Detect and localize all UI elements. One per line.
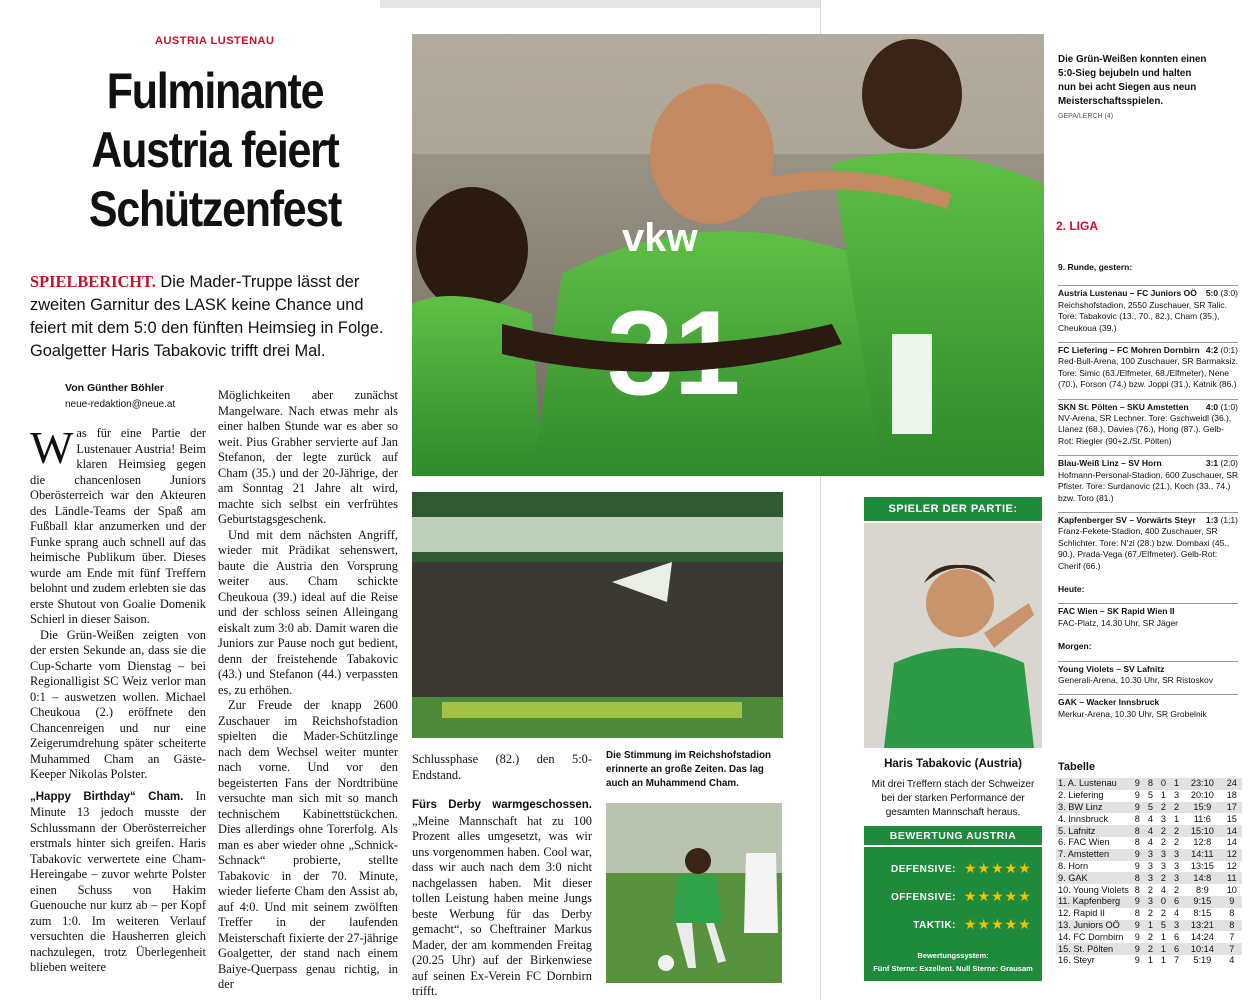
stat-cell: 1 (1147, 919, 1153, 930)
page-fold-shadow (380, 0, 820, 8)
stat-cell: 3 (1160, 849, 1167, 860)
stat-cell: 7 (1173, 955, 1180, 966)
table-title: Tabelle (1058, 761, 1096, 773)
headline-line-2: Austria feiert (91, 122, 339, 178)
stat-cell: 10:14 (1190, 943, 1214, 954)
lead-paragraph (30, 270, 402, 363)
stat-cell: 9 (1134, 931, 1140, 942)
result-1: Austria Lustenau – FC Juniors OÖ 5:0 (3:0) Reichshofstadion, 2550 Zuschauer, SR Talic. Tore: Tabakovic (13., 70., 82.), Cham (35.), Cheukoua (39.) (1058, 285, 1238, 334)
stat-cell: 4 (1147, 813, 1153, 824)
stadium-photo-caption: Die Stimmung im Reichshofstadion erinnerte an große Zeiten. Das lag auch an Muhammend Cham. (606, 750, 771, 789)
stat-cell: 15 (1226, 813, 1237, 824)
rating-stars: ★★★★★ (964, 918, 1032, 933)
team-cell: 4. Innsbruck (1058, 813, 1109, 824)
stat-cell: 5:19 (1193, 955, 1212, 966)
stat-cell: 1 (1160, 955, 1167, 966)
stat-cell: 8 (1134, 837, 1140, 848)
main-photo-celebration (412, 34, 1044, 476)
table-row (1056, 920, 1242, 932)
stat-cell: 14:11 (1191, 849, 1214, 860)
table-row (1056, 802, 1242, 814)
body-column-3 (412, 752, 592, 1000)
stat-cell: 3 (1147, 896, 1153, 907)
col3-paragraph-2: Fürs Derby warmgeschossen. „Meine Mannschaft hat zu 100 Prozent alles umgesetzt, was wir uns vorgenommen haben. Cool war, dass wir auch nach dem 3:0 nicht nachgelassen haben. Mit dieser tollen Leistung haben meine Jungs beste Werbung für das Derby gemacht“, so Cheftrainer Markus Mader, der am kommenden Freitag (20.25 Uhr) auf der Birkenwiese auf seinen Ex-Verein FC Dornbirn trifft. (412, 799, 592, 998)
table-row (1056, 790, 1242, 802)
main-photo-caption: Die Grün-Weißen konnten einen 5:0-Sieg bejubeln und halten nun bei acht Siegen aus neun Meisterschaftsspielen. GEPA/LERCH (4) (1058, 54, 1207, 120)
stat-cell: 2 (1147, 943, 1153, 954)
stat-cell: 3 (1173, 790, 1180, 801)
table-row (1056, 825, 1242, 837)
stat-cell: 9 (1134, 943, 1140, 954)
stat-cell: 1 (1147, 955, 1153, 966)
rating-banner: BEWERTUNG AUSTRIA (864, 826, 1042, 846)
team-cell: 12. Rapid II (1058, 908, 1105, 919)
team-cell: 8. Horn (1058, 860, 1089, 871)
stat-cell: 8 (1134, 813, 1140, 824)
stat-cell: 4 (1160, 884, 1167, 895)
today-1: FAC Wien – SK Rapid Wien II FAC-Platz, 14.30 Uhr, SR Jäger (1058, 603, 1238, 629)
col1-paragraph-2: Die Grün-Weißen zeigten von der ersten Sekunde an, dass sie die Cup-Scharte vom Dienstag – bei Regionalligist SC Weiz verlor man 0:1 – auswetzen wollen. Michael Cheukoua (2.) eröffnete den Chancenreigen und nur eine Zeigerumdrehung später scheiterte Muhammed Cham an Gäste-Keeper Nikolas Polster. (30, 627, 206, 781)
photo-credit: GEPA/LERCH (4) (1058, 113, 1114, 120)
stadium-photo (412, 492, 783, 738)
shirt-sponsor: vkw (622, 216, 698, 260)
stat-cell: 10 (1226, 884, 1237, 895)
table-row (1056, 943, 1242, 955)
table-row (1056, 872, 1242, 884)
stat-cell: 13:15 (1190, 860, 1214, 871)
player-name: Haris Tabakovic (Austria) (884, 758, 1022, 770)
stat-cell: 18 (1226, 790, 1237, 801)
stat-cell: 11:6 (1193, 813, 1211, 824)
table-row (1056, 955, 1242, 967)
stat-cell: 6 (1173, 896, 1180, 907)
col2-paragraph-1: Möglichkeiten aber zunächst Mangelware. Nach etwas mehr als einer halben Stunde war es aber so weit. Pius Grabher servierte auf Jan Stefanon, der legte zurück auf Cham (35.) und der 20-Jährige, der am Sonntag 21 Jahre alt wird, machte sich selbst ein verfrühtes Geburtstagsgeschenk. (218, 388, 398, 526)
stat-cell: 9 (1134, 778, 1140, 789)
stat-cell: 13:21 (1190, 919, 1214, 930)
table-row (1056, 861, 1242, 873)
stadium-photo-illustration (412, 492, 783, 738)
stat-cell: 1 (1160, 931, 1167, 942)
standings (1056, 778, 1242, 967)
lead-text: Die Mader-Truppe lässt der zweiten Garnitur des LASK keine Chance und feiert mit dem 5:0 den fünften Heimsieg in Folge. Goalgetter Haris Tabakovic trifft drei Mal. (30, 273, 384, 360)
stat-cell: 23:10 (1190, 778, 1214, 789)
author-email[interactable]: neue-redaktion@neue.at (65, 399, 176, 410)
table-row (1056, 896, 1242, 908)
stat-cell: 9 (1134, 896, 1140, 907)
col1-paragraph-3: „Happy Birthday“ Cham. In Minute 13 jedoch musste der Schlussmann der Oberösterreicher erstmals hinter sich greifen. Haris Tabakovic verwertete eine Cham-Hereingabe – zuvor wehrte Polster einen Schuss von Hakim Guenouche nur kurz ab – per Kopf zum 1:0. Im weiteren Verlauf versuchten die Hausherren gleich nachzulegen, trotz Überlegenheit blieben weitere (30, 788, 206, 974)
stat-cell: 9 (1134, 849, 1140, 860)
headline-line-3: Schützenfest (88, 181, 342, 237)
stat-cell: 6 (1173, 931, 1180, 942)
drop-cap: W (30, 422, 74, 473)
stat-cell: 8 (1134, 884, 1140, 895)
col2-paragraph-3: Zur Freude der knapp 2600 Zuschauer im Reichshofstadion spielten die Mader-Schützlinge nach dem Wechsel weiter munter nach vorne. Und vor den begeisterten Fans der Nordtribüne versuchte man sich mit so manch technischem Kabinettstückchen. Dies allerdings ohne Torerfolg. Als man es aber wieder ohne „Schnick-Schnack“ probierte, stellte Tabakovic in der 70. Minute, wieder lieferte Cham den Assist ab, auf 4:0. Und mit seinem zwölften Treffer in der laufenden Meisterschaft fixierte der 27-jährige Goalgetter, der stand nach einem Baiye-Querpass genau richtig, in der (218, 698, 398, 991)
runin-derby: Fürs Derby warmgeschossen. (412, 799, 592, 811)
table-row (1056, 908, 1242, 920)
result-5: Kapfenberger SV – Vorwärts Steyr 1:3 (1:1) Franz-Fekete-Stadion, 400 Zuschauer, SR Schlichter. Tore: N'zi (28.) bzw. Dombaxi (45., 90.), Prada-Vega (67./Elfmeter). Gelb-Rot: Cherif (66.) (1058, 512, 1238, 572)
stat-cell: 9 (1134, 801, 1140, 812)
kicker: AUSTRIA LUSTENAU (155, 35, 275, 47)
headline-line-1: Fulminante (106, 63, 324, 119)
stat-cell: 8 (1147, 778, 1153, 789)
stat-cell: 2 (1173, 825, 1180, 836)
main-photo-illustration (412, 34, 1044, 476)
stat-cell: 3 (1147, 860, 1153, 871)
author: Von Günther Böhler (65, 382, 164, 394)
stat-cell: 2 (1147, 884, 1153, 895)
stat-cell: 7 (1229, 943, 1235, 954)
team-cell: 2. Liefering (1058, 790, 1104, 801)
team-cell: 9. GAK (1058, 872, 1088, 883)
rating-row-taktik (864, 917, 1042, 934)
team-cell: 5. Lafnitz (1058, 825, 1096, 836)
tomorrow-label: Morgen: (1058, 641, 1092, 652)
rating-label: OFFENSIVE: (890, 892, 956, 903)
stat-cell: 2 (1160, 837, 1167, 848)
stat-cell: 12 (1226, 849, 1237, 860)
stat-cell: 9 (1134, 790, 1140, 801)
headline (65, 62, 366, 239)
stat-cell: 3 (1173, 860, 1180, 871)
stat-cell: 3 (1147, 872, 1153, 883)
liga-round: 9. Runde, gestern: (1058, 262, 1133, 272)
table-row (1056, 813, 1242, 825)
stat-cell: 8 (1229, 908, 1235, 919)
stat-cell: 1 (1173, 813, 1180, 824)
stat-cell: 4 (1229, 955, 1235, 966)
col1-paragraph-1: Was für eine Partie der Lustenauer Austria! Beim klaren Heimsieg gegen die chancenlosen Juniors Oberösterreich war den Akteuren des Ländle-Teams der Spaß am Fußball klar anzumerken und der Funke sprang auch schnell auf das heimische Publikum über. Dieses wurde am Ende mit fünf Treffern belohnt und zudem erlebten sie das erste Shutout von Goalie Domenik Schierl in dieser Saison. (30, 422, 206, 626)
result-3: SKN St. Pölten – SKU Amstetten 4:0 (1:0) NV-Arena, SR Lechner. Tore: Gschweidl (36.), Llanez (68.), Davies (76.), Hong (87.). Gelb-Rot: Riegler (90+2./St. Pölten) (1058, 399, 1238, 448)
stat-cell: 14 (1226, 825, 1237, 836)
stat-cell: 4 (1147, 825, 1153, 836)
stat-cell: 8:9 (1195, 884, 1209, 895)
stat-cell: 2 (1160, 825, 1167, 836)
stat-cell: 3 (1160, 860, 1167, 871)
stat-cell: 3 (1173, 849, 1180, 860)
rating-box (864, 847, 1042, 981)
team-cell: 7. Amstetten (1058, 849, 1110, 860)
rating-label: TAKTIK: (913, 920, 956, 931)
rating-row-defensive (864, 861, 1042, 878)
team-cell: 6. FAC Wien (1058, 837, 1110, 848)
player-photo-illustration (864, 523, 1042, 748)
stat-cell: 0 (1160, 896, 1167, 907)
stat-cell: 2 (1173, 837, 1180, 848)
today-label: Heute: (1058, 583, 1085, 594)
stat-cell: 24 (1226, 778, 1237, 789)
stat-cell: 2 (1173, 884, 1180, 895)
result-2: FC Liefering – FC Mohren Dornbirn 4:2 (0:1) Red-Bull-Arena, 100 Zuschauer, SR Barmaksiz. Tore: Simic (63./Elfmeter, 68./Elfmeter), Nene (70.), Forson (74.) bzw. Joppi (31.), Katnik (86.) (1058, 342, 1238, 391)
player-description: Mit drei Treffern stach der Schweizer bei der starken Performance der gesamten Mannschaft heraus. (871, 779, 1035, 818)
player-photo (864, 523, 1042, 748)
team-cell: 16. Steyr (1058, 955, 1095, 966)
stat-cell: 9 (1134, 860, 1140, 871)
stat-cell: 12:8 (1193, 837, 1212, 848)
result-4: Blau-Weiß Linz – SV Horn 3:1 (2:0) Hofmann-Personal-Stadion, 600 Zuschauer, SR Pfister. Tore: Surdanovic (21.), Koch (33., 74.) bzw. Toro (81.) (1058, 455, 1238, 504)
body-column-2 (218, 388, 398, 993)
tomorrow-1: Young Violets – SV Lafnitz Generali-Arena, 10.30 Uhr, SR Ristoskov (1058, 661, 1238, 687)
stat-cell: 2 (1173, 801, 1180, 812)
stat-cell: 0 (1160, 778, 1167, 789)
stat-cell: 2 (1160, 908, 1167, 919)
team-cell: 14. FC Dornbirn (1058, 931, 1124, 942)
stat-cell: 3 (1147, 849, 1153, 860)
table-row (1056, 778, 1242, 790)
lead-tag: SPIELBERICHT. (30, 272, 156, 291)
stat-cell: 8 (1229, 919, 1235, 930)
tomorrow-2: GAK – Wacker Innsbruck Merkur-Arena, 10.30 Uhr, SR Grobelnik (1058, 694, 1238, 720)
stat-cell: 8 (1134, 825, 1140, 836)
stat-cell: 14:8 (1193, 872, 1212, 883)
stat-cell: 5 (1147, 801, 1153, 812)
stat-cell: 5 (1147, 790, 1153, 801)
stat-cell: 8 (1134, 908, 1140, 919)
rating-row-offensive (864, 889, 1042, 906)
stat-cell: 2 (1147, 908, 1153, 919)
stat-cell: 3 (1160, 813, 1167, 824)
rating-legend: Fünf Sterne: Exzellent. Null Sterne: Grausam (873, 964, 1033, 973)
team-cell: 11. Kapfenberg (1058, 896, 1121, 907)
stat-cell: 4 (1173, 908, 1180, 919)
stat-cell: 17 (1226, 801, 1237, 812)
rating-label: DEFENSIVE: (890, 864, 956, 875)
table-row (1056, 837, 1242, 849)
stat-cell: 7 (1229, 931, 1235, 942)
stat-cell: 3 (1173, 872, 1180, 883)
stat-cell: 9 (1134, 919, 1140, 930)
col2-paragraph-2: Und mit dem nächsten Angriff, wieder mit Prädikat sehenswert, baute die Austria den Vorsprung weiter aus. Cham schickte Cheukoua (39.) ideal auf die Reise und der schloss seinen Alleingang eiskalt zum 3:0 ab. Damit waren die Juniors zur Pause noch gut bedient, denn der freistehende Tabakovic (43.) und Stefanon (44.) verpassten es, zu erhöhen. (218, 527, 398, 697)
stat-cell: 8:15 (1193, 908, 1212, 919)
table-row (1056, 884, 1242, 896)
stat-cell: 9 (1229, 896, 1235, 907)
stat-cell: 3 (1173, 919, 1180, 930)
stat-cell: 1 (1160, 790, 1167, 801)
team-cell: 3. BW Linz (1058, 801, 1103, 812)
stat-cell: 12 (1226, 860, 1237, 871)
stat-cell: 14 (1226, 837, 1237, 848)
stat-cell: 11 (1227, 872, 1237, 883)
stat-cell: 2 (1160, 801, 1167, 812)
stat-cell: 1 (1160, 943, 1167, 954)
rating-stars: ★★★★★ (964, 862, 1032, 877)
rating-stars: ★★★★★ (964, 890, 1032, 905)
table-row (1056, 849, 1242, 861)
byline (65, 380, 175, 413)
stat-cell: 8 (1134, 872, 1140, 883)
stat-cell: 6 (1173, 943, 1180, 954)
stat-cell: 2 (1147, 931, 1153, 942)
team-cell: 10. Young Violets (1058, 884, 1129, 895)
stat-cell: 14:24 (1190, 931, 1214, 942)
stat-cell: 15:10 (1190, 825, 1214, 836)
stat-cell: 9:15 (1193, 896, 1212, 907)
stat-cell: 1 (1173, 778, 1180, 789)
stat-cell: 4 (1147, 837, 1153, 848)
team-cell: 15. St. Pölten (1058, 943, 1114, 954)
player-of-match-banner: SPIELER DER PARTIE: (864, 497, 1042, 521)
action-photo-illustration (606, 803, 782, 983)
rating-legend-title: Bewertungssystem: (917, 951, 989, 960)
action-photo-cham (606, 803, 782, 983)
liga-title: 2. LIGA (1056, 219, 1099, 233)
col3-paragraph-1: Schlussphase (82.) den 5:0-Endstand. (412, 752, 592, 782)
stat-cell: 15:9 (1193, 801, 1212, 812)
liga-results (1058, 262, 1238, 720)
table-row (1056, 931, 1242, 943)
body-column-1 (30, 422, 206, 976)
team-cell: 13. Juniors OÖ (1058, 919, 1120, 930)
team-cell: 1. A. Lustenau (1058, 778, 1117, 789)
stat-cell: 20:10 (1190, 790, 1214, 801)
stat-cell: 9 (1134, 955, 1140, 966)
runin-happy-birthday: „Happy Birthday“ Cham. (30, 790, 184, 803)
standings-table (1056, 778, 1242, 967)
stat-cell: 2 (1160, 872, 1167, 883)
stat-cell: 5 (1160, 919, 1167, 930)
